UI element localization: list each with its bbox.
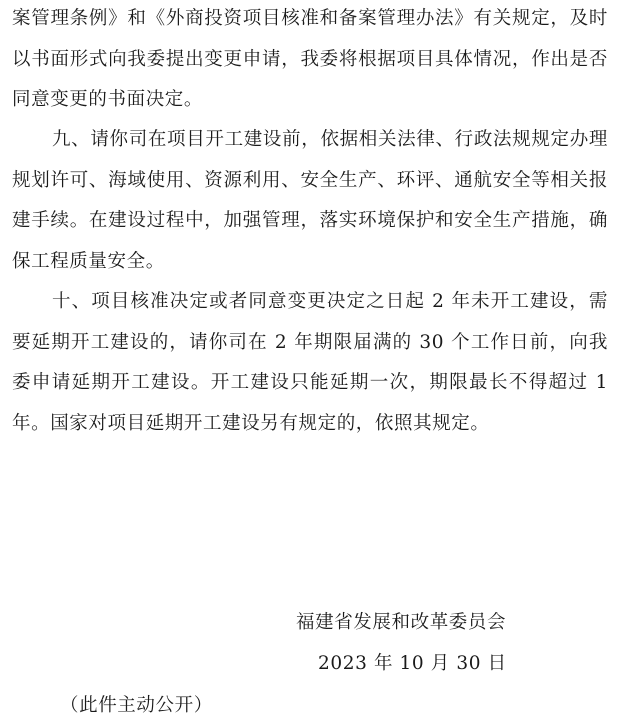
paragraph-regulation-reference: 案管理条例》和《外商投资项目核准和备案管理办法》有关规定，及时以书面形式向我委提出变更申请，我委将根据项目具体情况，作出是否同意变更的书面决定。 (12, 8, 608, 110)
disclosure-note: （此件主动公开） (60, 695, 213, 716)
paragraph-item-nine: 九、请你司在项目开工建设前，依据相关法律、行政法规规定办理规划许可、海域使用、资源利用、安全生产、环评、通航安全等相关报建手续。在建设过程中，加强管理，落实环境保护和安全生产措施，确保工程质量安全。 (12, 129, 608, 272)
issuing-organization: 福建省发展和改革委员会 (296, 612, 507, 633)
issue-date: 2023 年 10 月 30 日 (318, 653, 507, 674)
paragraph-item-ten: 十、项目核准决定或者同意变更决定之日起 2 年未开工建设，需要延期开工建设的，请你司在 2 年期限届满的 30 个工作日前，向我委申请延期开工建设。开工建设只能延期一次，期限最长不得超过 1 年。国家对项目延期开工建设另有规定的，依照其规定。 (12, 291, 608, 434)
